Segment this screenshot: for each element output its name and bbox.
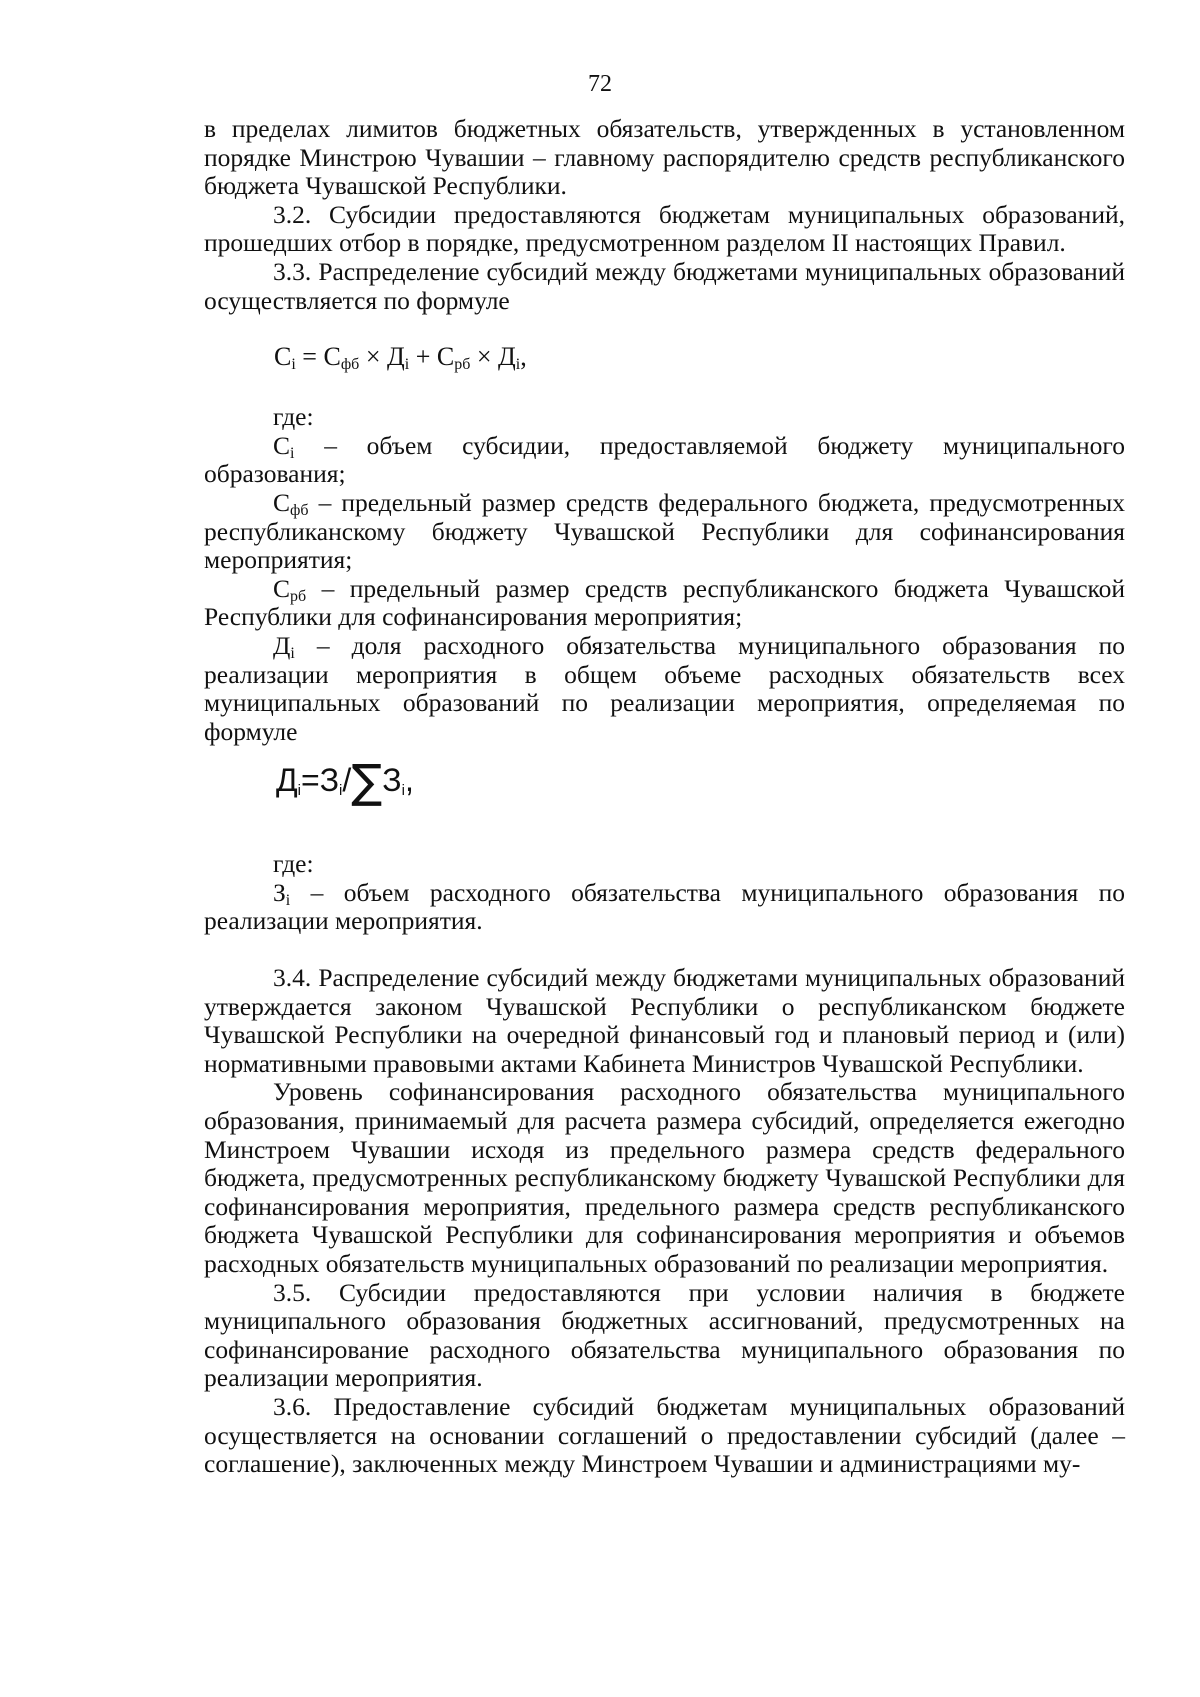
definition-cfb (204, 489, 1125, 575)
definition-zi (204, 879, 1125, 936)
symbol-c: С (323, 342, 341, 372)
operator-times: × (470, 342, 499, 372)
symbol-c: С (273, 430, 291, 460)
formula-share (204, 754, 1125, 828)
operator-divide: / (342, 762, 352, 799)
symbol-c: С (274, 342, 292, 372)
symbol-c: С (436, 342, 455, 372)
symbol-c: С (273, 487, 291, 517)
paragraph-cofinancing-level: Уровень софинансирования расходного обязательства муниципального образования, принимаемый для расчета размера субсидий, определяется ежегодно Минстроем Чувашии исходя из предельного размера средств федерального бюджета, предусмотренных республиканскому бюджету Чувашской Республики для софинансирования мероприятия, предельного размера средств республиканского бюджета Чувашской Республики для софинансирования мероприятия и объемов расходных обязательств муниципальных образований по реализации мероприятия. (204, 1077, 1125, 1278)
definition-text: – доля расходного обязательства муниципального образования по реализации мероприятия в общем объеме расходных обязательств всех муниципальных образований по реализации мероприятия, определяемая по формуле (204, 630, 1126, 746)
document-body (204, 115, 1125, 1479)
operator-equals: = (295, 342, 324, 372)
paragraph-3-6: 3.6. Предоставление субсидий бюджетам муниципальных образований осуществляется на основании соглашений о предоставлении субсидий (далее – соглашение), заключенных между Минстроем Чувашии и администрациями му- (204, 1391, 1125, 1479)
sum-symbol: ∑ (351, 754, 383, 809)
definition-text: – предельный размер средств республиканского бюджета Чувашской Республики для софинансирования мероприятия; (204, 573, 1126, 632)
definition-text: – объем расходного обязательства муниципального образования по реализации мероприятия. (204, 877, 1126, 936)
symbol-d: Д (276, 762, 298, 799)
subscript-i: i (291, 356, 296, 374)
definition-ci (204, 432, 1125, 489)
definition-text: – предельный размер средств федерального бюджета, предусмотренных республиканскому бюджету Чувашской Республики для софинансирования мероприятия; (204, 487, 1125, 575)
where-label: где: (273, 849, 314, 879)
definition-crb (204, 575, 1125, 632)
subscript-i: i (285, 891, 291, 909)
subscript-i: i (401, 782, 405, 800)
symbol-d: Д (498, 342, 516, 372)
definition-di (204, 632, 1125, 746)
operator-times: × (359, 342, 387, 372)
symbol-z: З (273, 877, 286, 907)
subscript-i: i (404, 356, 410, 374)
subscript-fb: фб (290, 501, 309, 519)
operator-plus: + (409, 342, 437, 372)
symbol-c: С (273, 573, 291, 603)
paragraph-3-4: 3.4. Распределение субсидий между бюджетами муниципальных образований утверждается законом Чувашской Республики о республиканском бюджете Чувашской Республики на очередной финансовый год и плановый период и (или) нормативными правовыми актами Кабинета Министров Чувашской Республики. (204, 963, 1125, 1078)
where-label: где: (273, 402, 314, 432)
subscript-i: i (290, 644, 295, 662)
page-number: 72 (588, 71, 612, 97)
paragraph-3-5: 3.5. Субсидии предоставляются при условии наличия в бюджете муниципального образования бюджетных ассигнований, предусмотренных на софинансирование расходного обязательства муниципального образования по реализации мероприятия. (204, 1277, 1125, 1393)
punctuation-comma: , (520, 342, 527, 372)
operator-equals: = (301, 762, 320, 799)
symbol-z: З (319, 762, 340, 799)
symbol-d: Д (387, 342, 405, 372)
punctuation-comma: , (404, 762, 414, 799)
subscript-i: i (339, 782, 343, 800)
paragraph-limits: в пределах лимитов бюджетных обязательств, утвержденных в установленном порядке Минстрою Чувашии – главному распорядителю средств республиканского бюджета Чувашской Республики. (204, 114, 1125, 201)
subscript-fb: фб (340, 356, 360, 374)
subscript-i: i (297, 782, 302, 800)
subscript-i: i (290, 444, 295, 462)
symbol-d: Д (273, 630, 291, 660)
subscript-i: i (515, 356, 521, 374)
subscript-rb: рб (290, 587, 307, 605)
paragraph-3-2: 3.2. Субсидии предоставляются бюджетам муниципальных образований, прошедших отбор в порядке, предусмотренном разделом II настоящих Правил. (204, 199, 1125, 258)
symbol-z: З (382, 762, 402, 799)
paragraph-3-3: 3.3. Распределение субсидий между бюджетами муниципальных образований осуществляется по формуле (204, 256, 1125, 315)
definition-text: – объем субсидии, предоставляемой бюджету муниципального образования; (204, 430, 1125, 489)
subscript-rb: рб (454, 356, 471, 374)
formula-subsidy (204, 343, 1125, 375)
